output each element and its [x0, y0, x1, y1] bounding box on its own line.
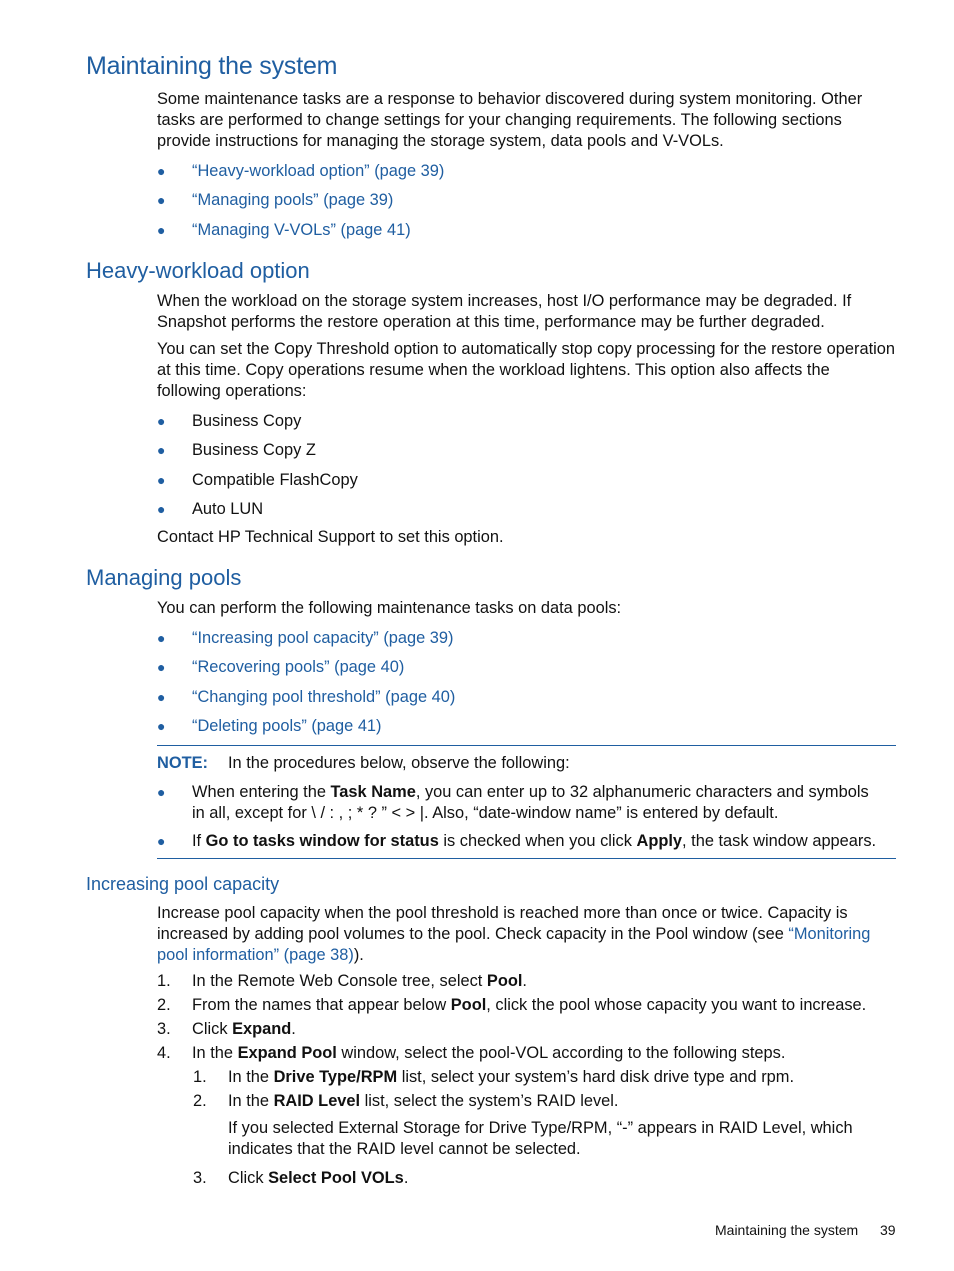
heavy-paragraph-2: You can set the Copy Threshold option to automatically stop copy processing for the restore operation at this time. Copy operations resume when the workload lightens. This option also affects the following operations:: [157, 340, 896, 400]
pools-intro: You can perform the following maintenance tasks on data pools:: [157, 599, 622, 617]
substep-number: 2.: [193, 1092, 207, 1110]
note-bullet-1-text: When entering the Task Name, you can enter up to 32 alphanumeric characters and symbols: [192, 783, 869, 801]
list-item-text: Compatible FlashCopy: [192, 471, 358, 489]
link-deleting-pools[interactable]: “Deleting pools” (page 41): [192, 717, 382, 735]
heading-managing-pools: Managing pools: [86, 565, 242, 590]
bullet-icon: ●: [157, 222, 166, 238]
heading-increasing-pool-capacity: Increasing pool capacity: [86, 874, 280, 894]
increase-line-2: increased by adding pool volumes to the pool. Check capacity in the Pool window (see “Monitoring: [157, 925, 871, 943]
heavy-paragraph-1: When the workload on the storage system increases, host I/O performance may be degraded. If Snapshot performs the restore operation at this time, performance may be further degraded.: [157, 292, 852, 331]
step-number: 3.: [157, 1020, 171, 1038]
note-bottom-rule: [157, 858, 896, 859]
step-text: Click Expand.: [192, 1020, 296, 1038]
note-bullet-1-line2: in all, except for \ / : , ; * ? ” < > |. Also, “date-window name” is entered by default.: [192, 804, 779, 822]
bullet-icon: ●: [157, 689, 166, 705]
step-number: 4.: [157, 1044, 171, 1062]
note-top-rule: [157, 745, 896, 746]
step-number: 2.: [157, 996, 171, 1014]
substep-note: If you selected External Storage for Drive Type/RPM, “-” appears in RAID Level, which indicates that the RAID level cannot be selected.: [228, 1119, 853, 1158]
footer-section-label: Maintaining the system: [715, 1222, 859, 1238]
link-managing-vvols[interactable]: “Managing V-VOLs” (page 41): [192, 221, 411, 239]
note-label: NOTE:: [157, 754, 208, 772]
step-text: In the Expand Pool window, select the pool-VOL according to the following steps.: [192, 1044, 786, 1062]
link-recovering-pools[interactable]: “Recovering pools” (page 40): [192, 658, 405, 676]
note-bullet-2-text: If Go to tasks window for status is checked when you click Apply, the task window appears.: [192, 832, 877, 850]
link-monitoring-pool-information[interactable]: “Monitoring: [788, 925, 871, 943]
link-heavy-workload[interactable]: “Heavy-workload option” (page 39): [192, 162, 445, 180]
step-number: 1.: [157, 972, 171, 990]
increase-line-1: Increase pool capacity when the pool threshold is reached more than once or twice. Capacity is: [157, 904, 848, 922]
bullet-icon: ●: [157, 659, 166, 675]
substep-text: Click Select Pool VOLs.: [228, 1169, 409, 1187]
substep-number: 3.: [193, 1169, 207, 1187]
list-item-text: Business Copy: [192, 412, 302, 430]
page-title: Maintaining the system: [86, 52, 338, 80]
intro-paragraph: Some maintenance tasks are a response to behavior discovered during system monitoring. Other tasks are performed to change settings for your changing requirements. The following sections provide instructions for managing the storage system, data pools and V-VOLs.: [157, 90, 863, 150]
bullet-icon: ●: [157, 833, 166, 849]
bullet-icon: ●: [157, 413, 166, 429]
link-monitoring-pool-information-cont[interactable]: pool information” (page 38): [157, 946, 354, 964]
heavy-contact: Contact HP Technical Support to set this option.: [157, 528, 504, 546]
step-text: In the Remote Web Console tree, select Pool.: [192, 972, 527, 990]
bullet-icon: ●: [157, 718, 166, 734]
list-item-text: Auto LUN: [192, 500, 264, 518]
substep-number: 1.: [193, 1068, 207, 1086]
list-item-text: Business Copy Z: [192, 441, 316, 459]
substep-text: In the RAID Level list, select the system’s RAID level.: [228, 1092, 619, 1110]
bullet-icon: ●: [157, 192, 166, 208]
note-header: [157, 753, 897, 774]
substep-text: In the Drive Type/RPM list, select your system’s hard disk drive type and rpm.: [228, 1068, 795, 1086]
bullet-icon: ●: [157, 472, 166, 488]
bullet-icon: ●: [157, 442, 166, 458]
bullet-icon: ●: [157, 630, 166, 646]
bullet-icon: ●: [157, 784, 166, 800]
link-increasing-pool-capacity[interactable]: “Increasing pool capacity” (page 39): [192, 629, 454, 647]
heading-heavy-workload: Heavy-workload option: [86, 258, 310, 283]
bullet-icon: ●: [157, 163, 166, 179]
increase-line-3: pool information” (page 38)).: [157, 946, 364, 964]
step-text: From the names that appear below Pool, click the pool whose capacity you want to increase.: [192, 996, 867, 1014]
link-managing-pools[interactable]: “Managing pools” (page 39): [192, 191, 394, 209]
link-changing-pool-threshold[interactable]: “Changing pool threshold” (page 40): [192, 688, 456, 706]
note-text: In the procedures below, observe the following:: [228, 754, 570, 772]
increase-paragraph: [157, 903, 897, 966]
bullet-icon: ●: [157, 501, 166, 517]
footer-page-number: 39: [880, 1222, 896, 1238]
